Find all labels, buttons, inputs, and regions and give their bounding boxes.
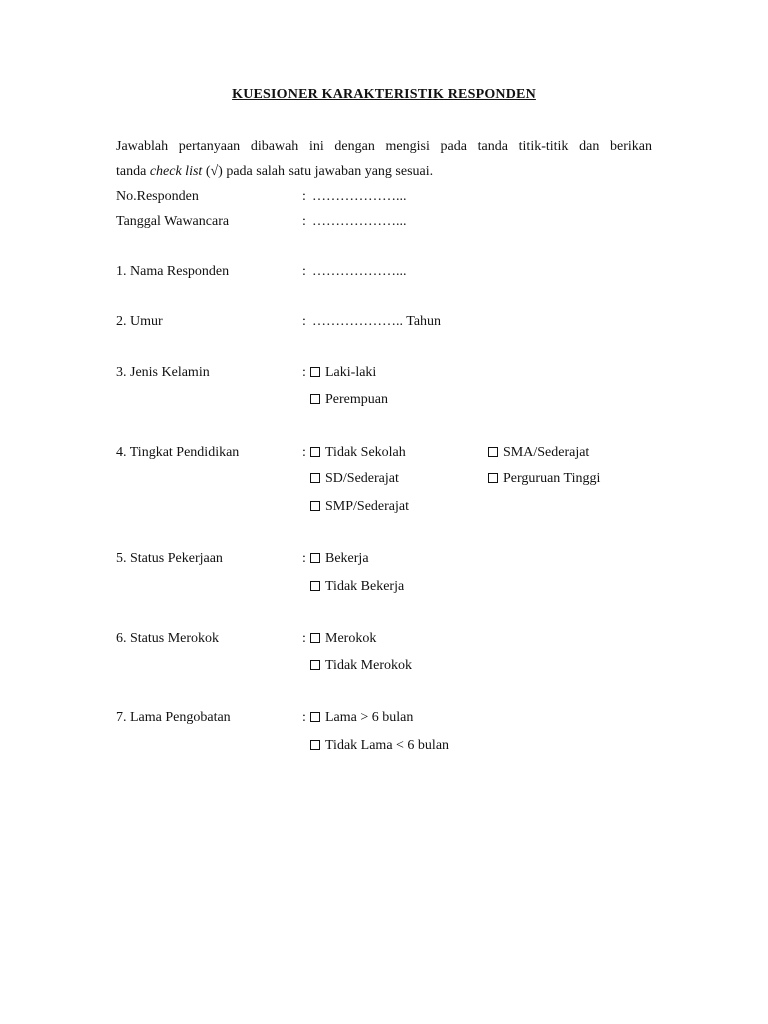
- field-blank[interactable]: ……………….. Tahun: [312, 314, 442, 329]
- option-label: Perguruan Tinggi: [503, 471, 601, 486]
- document-title: KUESIONER KARAKTERISTIK RESPONDEN: [232, 87, 536, 102]
- option-tidak-lama[interactable]: [310, 737, 449, 755]
- colon: :: [302, 365, 306, 380]
- option-label: Tidak Sekolah: [325, 445, 406, 460]
- option-label: SMP/Sederajat: [325, 499, 409, 514]
- field-blank[interactable]: ………………...: [312, 264, 407, 279]
- checkbox[interactable]: [310, 394, 320, 404]
- option-label: Perempuan: [325, 392, 388, 407]
- option-lama[interactable]: [310, 709, 413, 727]
- question-label: 4. Tingkat Pendidikan: [116, 445, 240, 460]
- field-blank[interactable]: ………………...: [312, 189, 407, 204]
- option-label: Bekerja: [325, 551, 369, 566]
- checkbox[interactable]: [310, 553, 320, 563]
- field-label: Tanggal Wawancara: [116, 214, 230, 229]
- colon: :: [302, 264, 306, 279]
- option-perempuan[interactable]: [310, 391, 388, 409]
- instruction-text-end: (√) pada salah satu jawaban yang sesuai.: [202, 164, 434, 179]
- colon: :: [302, 710, 306, 725]
- option-merokok[interactable]: [310, 630, 376, 648]
- option-label: Lama > 6 bulan: [325, 710, 414, 725]
- instruction-line-1: Jawablah pertanyaan dibawah ini dengan mengisi pada tanda titik-titik dan berikan: [116, 139, 652, 154]
- option-label: Tidak Merokok: [325, 658, 412, 673]
- field-label: No.Responden: [116, 189, 199, 204]
- colon: :: [302, 189, 306, 204]
- question-label: 7. Lama Pengobatan: [116, 710, 231, 725]
- checkbox[interactable]: [310, 447, 320, 457]
- checkbox[interactable]: [310, 581, 320, 591]
- checkbox[interactable]: [310, 633, 320, 643]
- checkbox[interactable]: [488, 447, 498, 457]
- option-label: Tidak Bekerja: [325, 579, 405, 594]
- question-label: 6. Status Merokok: [116, 631, 220, 646]
- question-label: 1. Nama Responden: [116, 264, 230, 279]
- colon: :: [302, 314, 306, 329]
- checkbox[interactable]: [310, 367, 320, 377]
- option-label: SMA/Sederajat: [503, 445, 590, 460]
- checkbox[interactable]: [310, 712, 320, 722]
- option-laki-laki[interactable]: [310, 364, 376, 382]
- option-bekerja[interactable]: [310, 550, 369, 568]
- question-label: 5. Status Pekerjaan: [116, 551, 223, 566]
- option-tidak-merokok[interactable]: [310, 657, 412, 675]
- question-label: 3. Jenis Kelamin: [116, 365, 210, 380]
- option-label: Tidak Lama < 6 bulan: [325, 738, 450, 753]
- checkbox[interactable]: [310, 660, 320, 670]
- option-tidak-sekolah[interactable]: [310, 444, 406, 462]
- field-blank[interactable]: ………………...: [312, 214, 407, 229]
- checkbox[interactable]: [310, 740, 320, 750]
- colon: :: [302, 631, 306, 646]
- option-sd[interactable]: [310, 470, 399, 488]
- option-tidak-bekerja[interactable]: [310, 578, 404, 596]
- question-label: 2. Umur: [116, 314, 163, 329]
- instruction-italic: check list: [149, 164, 203, 179]
- option-smp[interactable]: [310, 498, 409, 516]
- option-sma[interactable]: [488, 444, 589, 462]
- option-perguruan-tinggi[interactable]: [488, 470, 600, 488]
- colon: :: [302, 445, 306, 460]
- option-label: SD/Sederajat: [325, 471, 399, 486]
- checkbox[interactable]: [310, 501, 320, 511]
- checkbox[interactable]: [488, 473, 498, 483]
- instruction-line-2: [116, 163, 652, 181]
- instruction-text: tanda: [116, 164, 150, 179]
- colon: :: [302, 551, 306, 566]
- colon: :: [302, 214, 306, 229]
- checkbox[interactable]: [310, 473, 320, 483]
- option-label: Laki-laki: [325, 365, 377, 380]
- option-label: Merokok: [325, 631, 377, 646]
